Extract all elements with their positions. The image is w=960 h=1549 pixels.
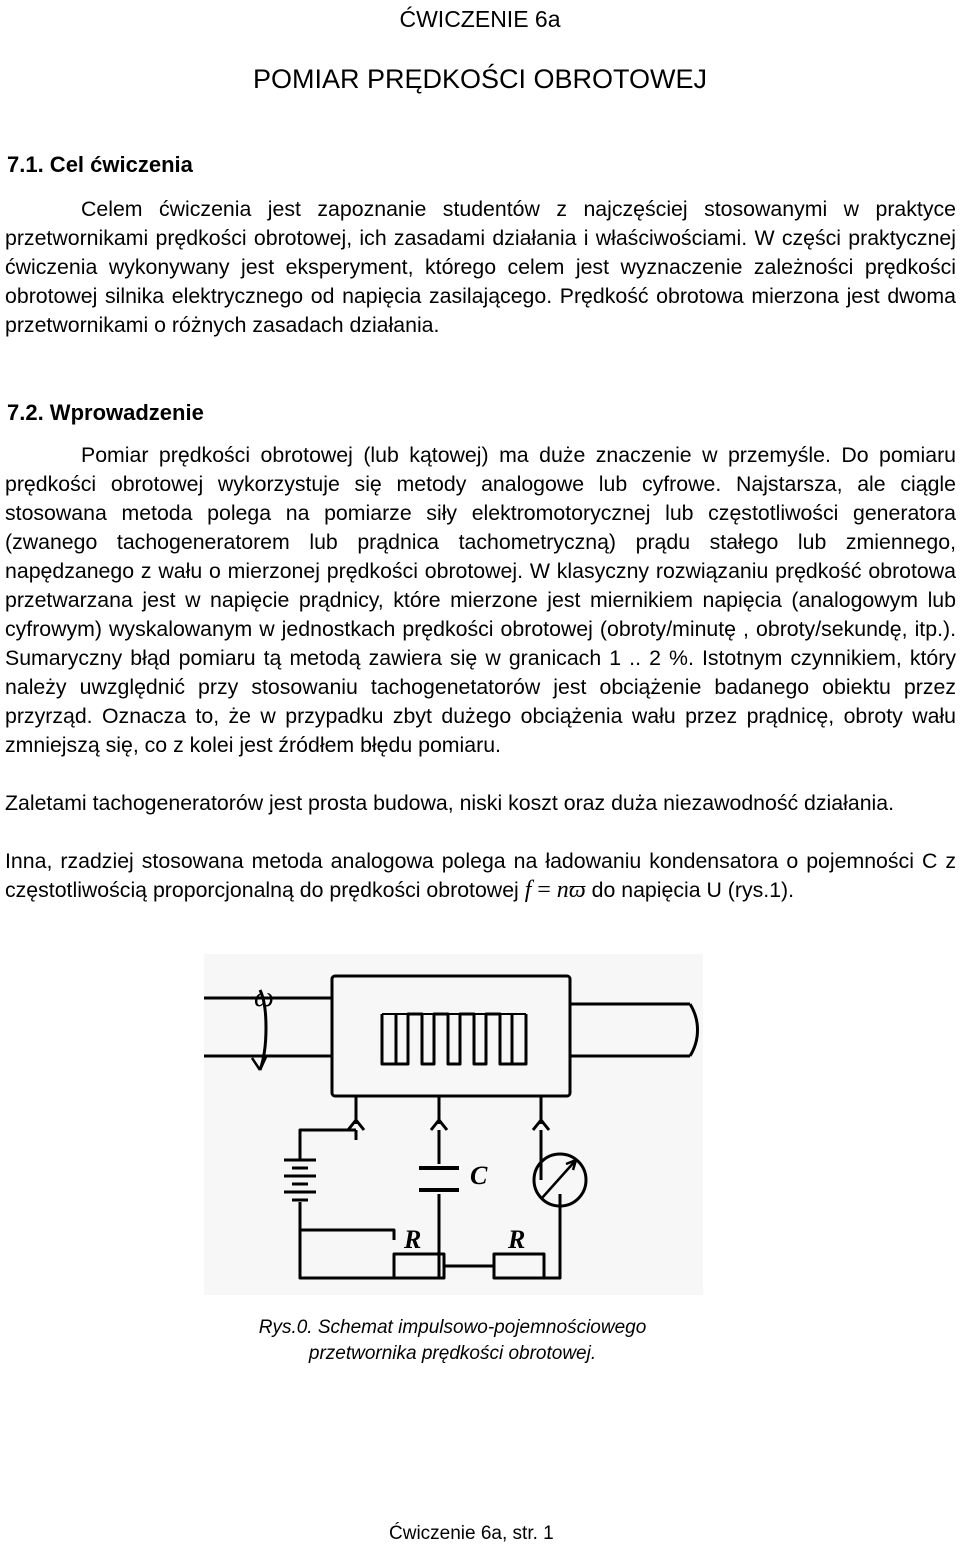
transducer-schematic-figure [204,954,703,1295]
resistor-label-1: R [404,1225,422,1254]
figure-caption [0,1315,905,1367]
paragraph-capacitor-text: Inna, rzadziej stosowana metoda analogowa polega na ładowaniu kondensatora o pojemności C z częstotliwością proporcjonalną do prędkości obrotowej [5,849,956,902]
section-heading-goal: 7.1. Cel ćwiczenia [7,152,193,177]
paragraph-intro: Pomiar prędkości obrotowej (lub kątowej) ma duże znaczenie w przemyśle. Do pomiaru prędkości obrotowej wykorzystuje się metody analogowe lub cyfrowe. Najstarsza, ale ciągle stosowana metoda polega na pomiarze siły elektromotorycznej lub częstotliwości generatora (zwanego tachogeneratorem lub prądnica tachometryczną) prądu stałego lub zmiennego, napędzanego z wału o mierzonej prędkości obrotowej. W klasyczny rozwiązaniu prędkość obrotowa przetwarzana jest w napięcie prądnicy, które mierzone jest miernikiem napięcia (analogowym lub cyfrowym) wyskalowanym w jednostkach prędkości obrotowej (obroty/minutę , obroty/sekundę, itp.). Sumaryczny błąd pomiaru tą metodą zawiera się w granicach 1 .. 2 %. Istotnym czynnikiem, który należy uwzględnić przy stosowaniu tachogenetatorów jest obciążenie badanego obiektu przez przyrząd. Oznacza to, że w przypadku zbyt dużego obciążenia wału przez prądnicę, obroty wału zmniejszą się, co z kolei jest źródłem błędu pomiaru. [5,443,956,757]
paragraph-capacitor-end: do napięcia U (rys.1). [591,878,795,902]
formula-n-omega: nϖ [556,877,586,903]
section-heading-intro: 7.2. Wprowadzenie [7,400,204,425]
formula-f: f [524,877,532,903]
formula [525,878,586,902]
paragraph-goal: Celem ćwiczenia jest zapoznanie studentów z najczęściej stosowanymi w praktyce przetwornikami prędkości obrotowej, ich zasadami działania i właściwościami. W części praktycznej ćwiczenia wykonywany jest eksperyment, którego celem jest wyznaczenie zależności prędkości obrotowej silnika elektrycznego od napięcia zasilającego. Prędkość obrotowa mierzona jest dwoma przetwornikami o różnych zasadach działania. [5,197,956,337]
page-footer: Ćwiczenie 6a, str. 1 [389,1523,554,1544]
figure-caption-line-1: Rys.0. Schemat impulsowo-pojemnościowego [258,1317,647,1338]
omega-label: ω [254,982,274,1013]
capacitor-label: C [470,1161,488,1190]
page-title: POMIAR PRĘDKOŚCI OBROTOWEJ [252,64,708,94]
formula-equals: = [537,877,551,903]
exercise-label: ĆWICZENIE 6a [399,6,561,32]
figure-caption-line-2: przetwornika prędkości obrotowej. [308,1343,597,1364]
resistor-label-2: R [508,1225,526,1254]
paragraph-advantages: Zaletami tachogeneratorów jest prosta budowa, niski koszt oraz duża niezawodność działania. [5,791,895,815]
paragraph-capacitor-method [5,847,956,905]
